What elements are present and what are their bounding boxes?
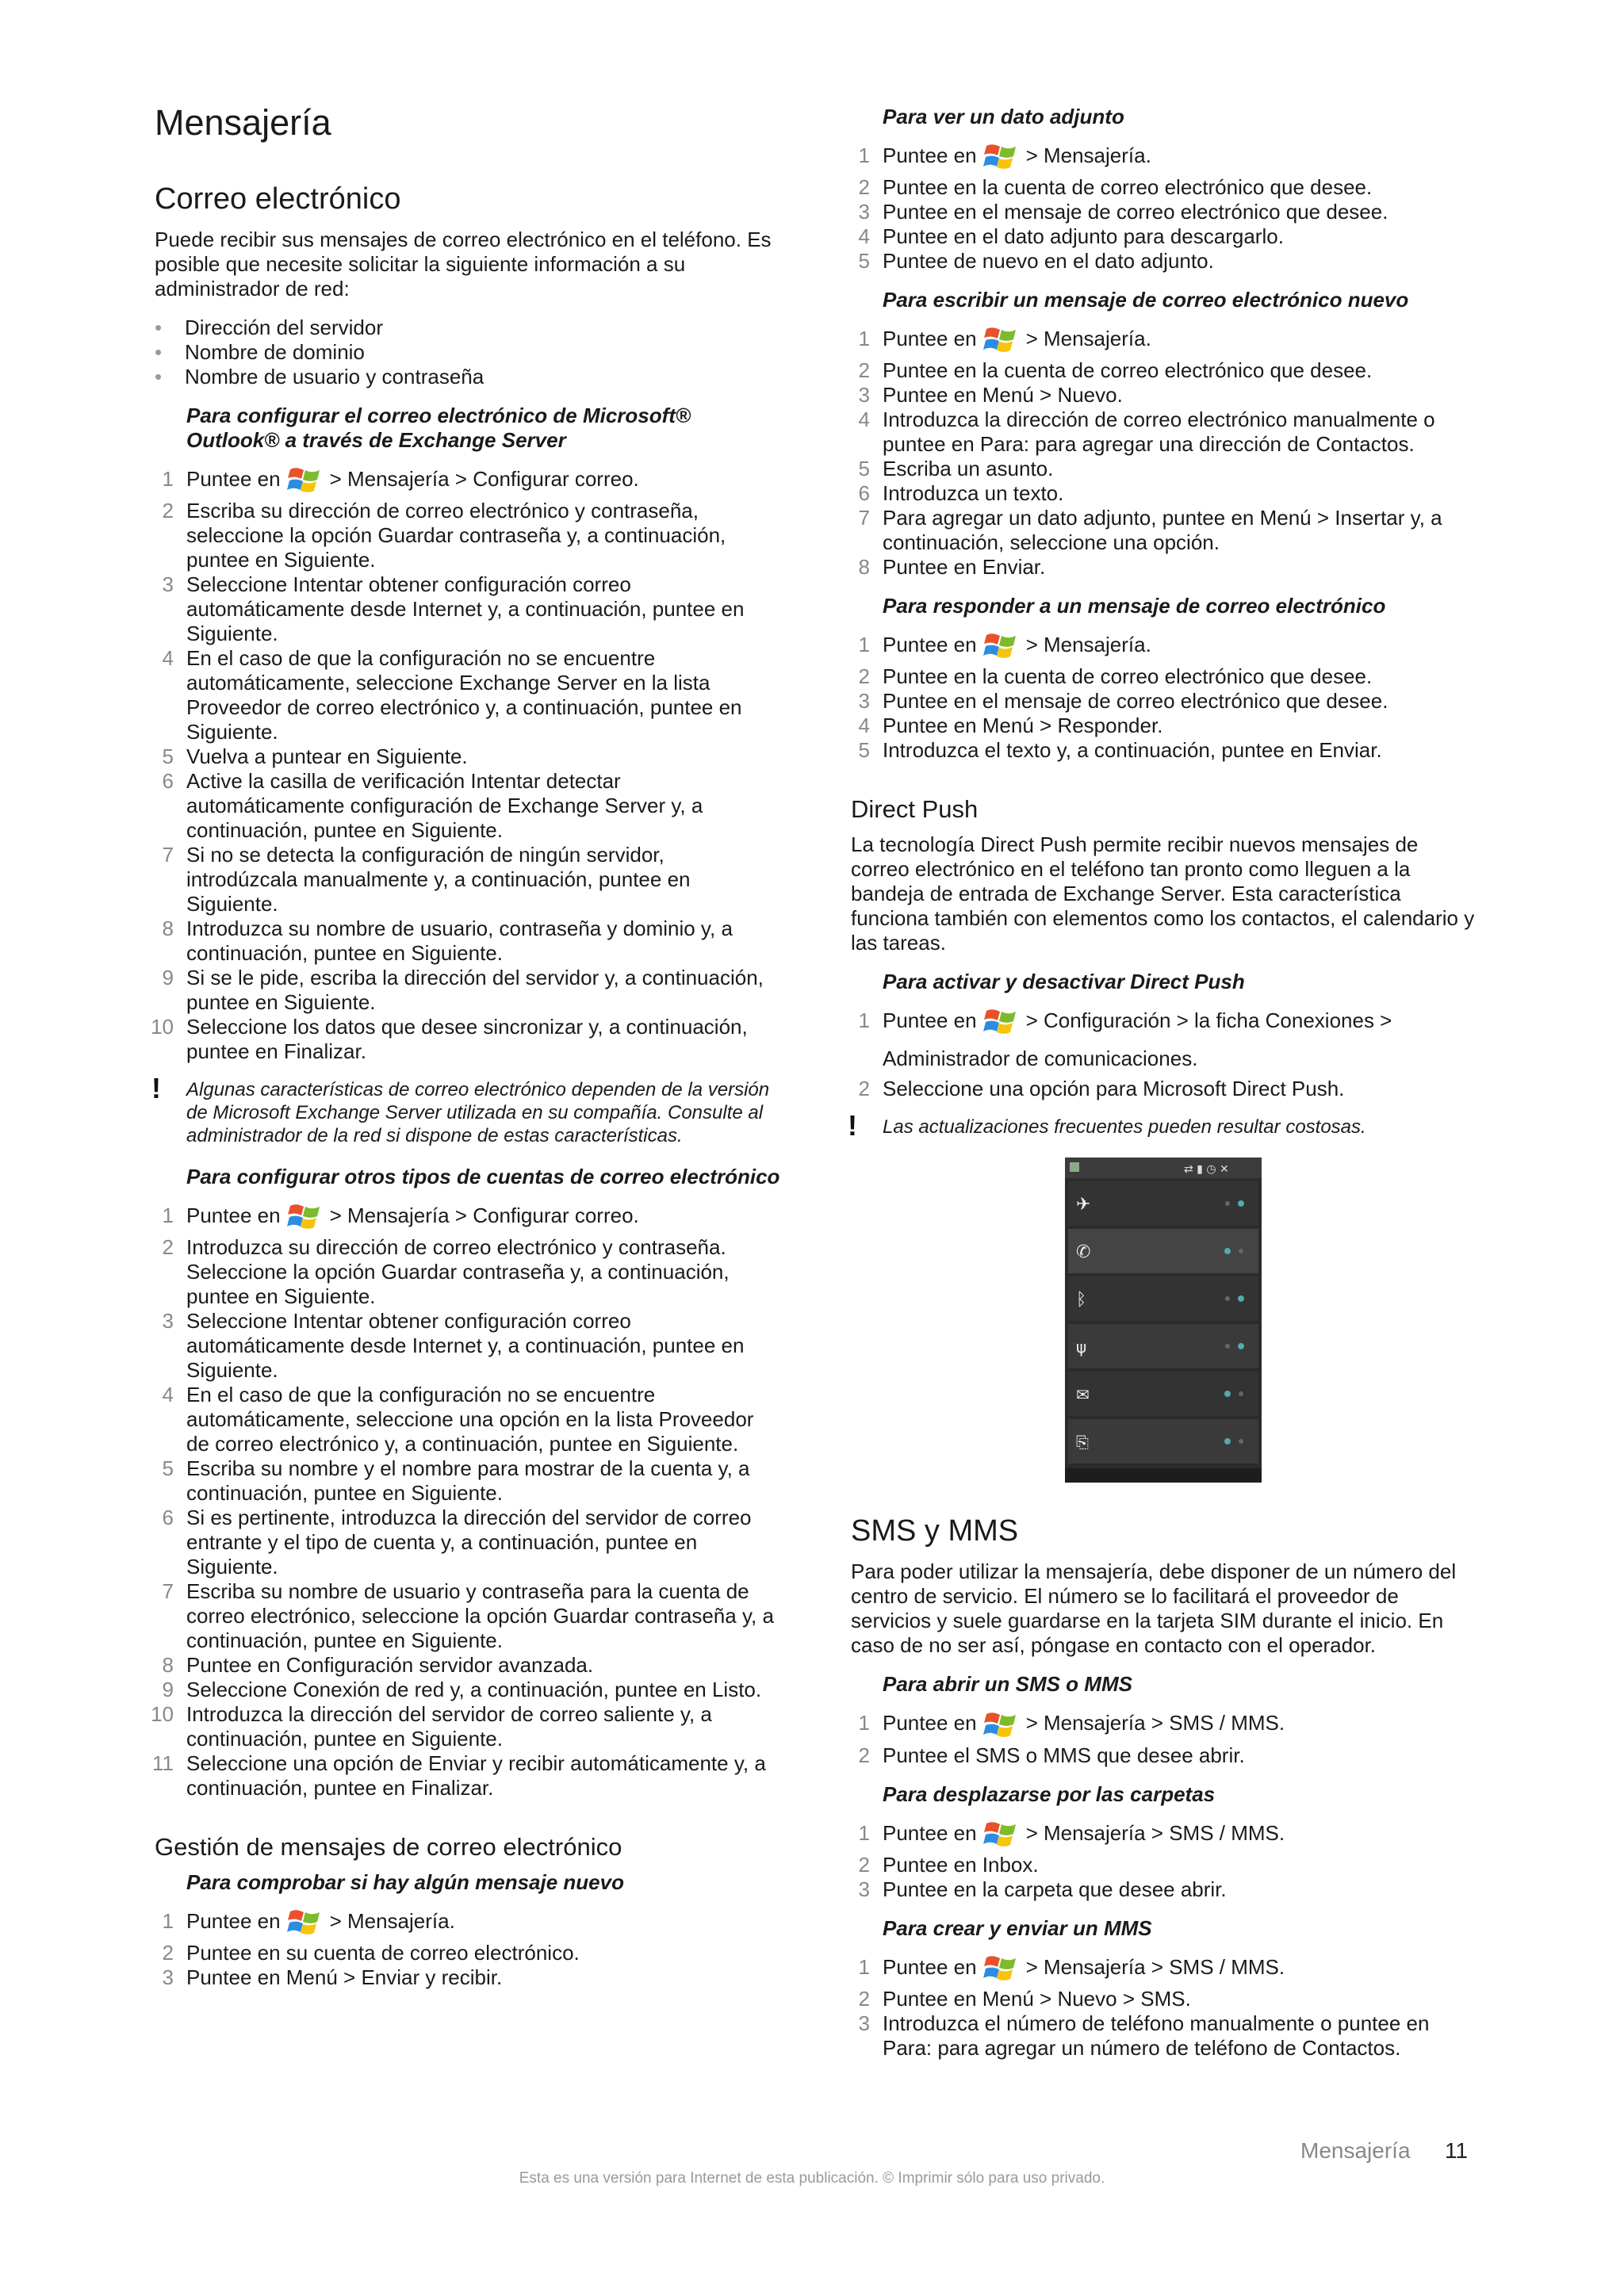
windows-start-icon (983, 139, 1020, 175)
step-item: 2 Puntee en la cuenta de correo electrónico que desee. (858, 175, 1373, 200)
step-item: 1 Puntee en > Mensajería. (851, 320, 1477, 358)
windows-start-icon (287, 1199, 324, 1235)
footer-section-name: Mensajería (1300, 2138, 1411, 2163)
warning-icon: ! (151, 1072, 161, 1105)
steps-check-new (155, 1903, 781, 1990)
step-item: 5 Vuelva a puntear en Siguiente. (162, 744, 468, 769)
step-item: 2 Introduzca su dirección de correo electrónico y contraseña. Seleccione la opción Guardar contraseña y, a continuación, puntee en Siguiente. (162, 1235, 730, 1309)
step-item: 7 Si no se detecta la configuración de ningún servidor, introdúzcala manualmente y, a continuación, puntee en Siguiente. (162, 843, 691, 916)
windows-start-icon (983, 1004, 1020, 1040)
direct-push-heading: Direct Push (851, 795, 979, 824)
page-number: 11 (1445, 2138, 1469, 2163)
step-item: 3 Puntee en el mensaje de correo electrónico que desee. (858, 200, 1388, 224)
step-item: 9 Si se le pide, escriba la dirección del servidor y, a continuación, puntee en Siguiente. (162, 966, 764, 1015)
right-column (848, 105, 1477, 2075)
windows-start-icon (983, 1950, 1020, 1987)
step-item: 2 Escriba su dirección de correo electrónico y contraseña, seleccione la opción Guardar contraseña y, a continuación, puntee en Siguiente. (162, 499, 726, 572)
warning-icon: ! (848, 1108, 857, 1142)
task-title-exchange: Para configurar el correo electrónico de Microsoft® Outlook® a través de Exchange Server (186, 404, 691, 453)
phone-row (1068, 1229, 1258, 1273)
step-item: 5 Escriba un asunto. (858, 457, 1054, 481)
step-item: 3 Puntee en Menú > Enviar y recibir. (162, 1965, 503, 1989)
task-title-direct-push: Para activar y desactivar Direct Push (883, 969, 1245, 993)
task-title-other-accounts: Para configurar otros tipos de cuentas de correo electrónico (186, 1165, 780, 1189)
steps-open-sms (851, 1705, 1477, 1767)
bluetooth-icon: ᛒ (1076, 1289, 1087, 1310)
task-title-check-new: Para comprobar si hay algún mensaje nuevo (186, 1869, 624, 1894)
windows-start-icon (287, 1904, 324, 1941)
step-item: 3 Puntee en la carpeta que desee abrir. (858, 1877, 1227, 1901)
email-intro: Puede recibir sus mensajes de correo electrónico en el teléfono. Es posible que necesite solicitar la siguiente información a su administrador de red: (155, 228, 772, 301)
wifi-row (1068, 1324, 1258, 1368)
step-item: 2 Puntee en Menú > Nuevo > SMS. (858, 1986, 1191, 2011)
step-item: 1 Puntee en > Mensajería > SMS / MMS. (851, 1949, 1477, 1987)
note-direct-push: ! Las actualizaciones frecuentes pueden resultar costosas. (848, 1108, 1366, 1142)
mail-sync-icon: ✉ (1076, 1384, 1090, 1404)
windows-start-icon (983, 322, 1020, 358)
steps-other-accounts (151, 1197, 781, 1800)
step-item: 4 En el caso de que la configuración no se encuentre automáticamente, seleccione Exchange Server en la lista Proveedor de correo electrónico y, a continuación, puntee en Siguiente. (162, 646, 742, 744)
step-item: 1 Puntee en > Mensajería. (851, 137, 1477, 175)
step-item: 3 Introduzca el número de teléfono manualmente o puntee en Para: para agregar un número de teléfono de Contactos. (858, 2011, 1430, 2060)
windows-start-icon (287, 462, 324, 499)
steps-exchange (151, 461, 781, 1064)
left-column (151, 102, 781, 2004)
steps-attachment (851, 137, 1477, 274)
svg-text:⇄ ▮ ◷ ✕: ⇄ ▮ ◷ ✕ (1184, 1162, 1229, 1176)
step-item: 2 Puntee en Inbox. (858, 1852, 1039, 1877)
step-item: 10 Seleccione los datos que desee sincronizar y, a continuación, puntee en Finalizar. (151, 1015, 748, 1064)
step-item: 2 Puntee el SMS o MMS que desee abrir. (858, 1743, 1245, 1767)
list-item: • Nombre de usuario y contraseña (155, 365, 781, 389)
step-item: 5 Puntee de nuevo en el dato adjunto. (858, 249, 1214, 274)
steps-direct-push (851, 1002, 1477, 1101)
step-item: 3 Seleccione Intentar obtener configuración correo automáticamente desde Internet y, a continuación, puntee en Siguiente. (162, 1309, 745, 1383)
email-heading: Correo electrónico (155, 182, 401, 216)
task-title-open-sms: Para abrir un SMS o MMS (883, 1672, 1132, 1697)
step-item: 8 Introduzca su nombre de usuario, contraseña y dominio y, a continuación, puntee en Siguiente. (162, 916, 733, 966)
bluetooth-row (1068, 1276, 1258, 1321)
step-item: 6 Introduzca un texto. (858, 481, 1064, 506)
step-item: 8 Puntee en Configuración servidor avanzada. (162, 1653, 594, 1678)
task-title-new-email: Para escribir un mensaje de correo electrónico nuevo (883, 288, 1409, 312)
step-item: 5 Introduzca el texto y, a continuación, puntee en Enviar. (858, 738, 1382, 763)
steps-reply (851, 626, 1477, 763)
step-item: 1 Puntee en > Mensajería > Configurar correo. (155, 461, 781, 499)
step-item: 6 Active la casilla de verificación Intentar detectar automáticamente configuración de Exchange Server y, a continuación, puntee en Siguiente. (162, 769, 703, 843)
task-title-attachment: Para ver un dato adjunto (883, 105, 1124, 128)
step-item: 4 Puntee en Menú > Responder. (858, 714, 1163, 738)
step-item: 7 Para agregar un dato adjunto, puntee en Menú > Insertar y, a continuación, seleccione una opción. (858, 506, 1442, 555)
windows-start-icon (983, 1707, 1020, 1743)
steps-folders (851, 1815, 1477, 1902)
step-item: 4 En el caso de que la configuración no se encuentre automáticamente, seleccione una opción en la lista Proveedor de correo electrónico y, a continuación, puntee en Siguiente. (162, 1383, 754, 1456)
step-item: 1 Puntee en > Mensajería. (155, 1903, 781, 1941)
task-title-folders: Para desplazarse por las carpetas (883, 1781, 1216, 1806)
step-item: 11 Seleccione una opción de Enviar y recibir automáticamente y, a continuación, puntee en Finalizar. (152, 1751, 766, 1800)
page-title: Mensajería (155, 102, 331, 143)
sms-intro: Para poder utilizar la mensajería, debe disponer de un número del centro de servicio. El número se lo facilitará el proveedor de servicios y suele guardarse en la tarjeta SIM durante el inicio. En caso de no ser así, póngase en contacto con el operador. (851, 1559, 1457, 1658)
push-row (1068, 1372, 1258, 1416)
windows-start-icon (983, 1816, 1020, 1853)
airplane-row (1068, 1181, 1258, 1226)
airplane-icon: ✈ (1076, 1194, 1091, 1215)
step-item: 1 Puntee en > Mensajería. (851, 626, 1477, 664)
steps-new-email (851, 320, 1477, 580)
email-requirements-list (155, 316, 781, 389)
step-item: 3 Puntee en Menú > Nuevo. (858, 383, 1123, 408)
step-item: 4 Puntee en el dato adjunto para descargarlo. (858, 224, 1284, 249)
step-item: 1 Puntee en > Mensajería > Configurar correo. (155, 1197, 781, 1235)
list-item: • Dirección del servidor (155, 316, 781, 340)
note-exchange: ! Algunas características de correo electrónico dependen de la versión de Microsoft Exchange Server utilizada en su compañía. Consulte al administrador de la red si dispone de estas características. (151, 1072, 770, 1147)
step-item: 10 Introduzca la dirección del servidor de correo saliente y, a continuación, puntee en Siguiente. (151, 1702, 712, 1751)
step-item: 2 Puntee en la cuenta de correo electrónico que desee. (858, 358, 1373, 383)
step-item: 8 Puntee en Enviar. (858, 555, 1046, 580)
sms-heading: SMS y MMS (851, 1513, 1019, 1548)
step-item: 4 Introduzca la dirección de correo electrónico manualmente o puntee en Para: para agregar una dirección de Contactos. (858, 408, 1435, 457)
step-item: 1 Puntee en > Configuración > la ficha Conexiones > Administrador de comunicaciones. (851, 1002, 1477, 1077)
task-title-reply: Para responder a un mensaje de correo electrónico (883, 594, 1386, 618)
list-item: • Nombre de dominio (155, 340, 781, 365)
data-connection-icon: ⎘ (1076, 1432, 1089, 1452)
steps-send-mms (851, 1949, 1477, 2061)
antenna-icon: ψ (1076, 1337, 1087, 1357)
task-title-send-mms: Para crear y enviar un MMS (883, 1915, 1152, 1940)
step-item: 2 Puntee en su cuenta de correo electrónico. (162, 1940, 580, 1965)
step-item: 5 Escriba su nombre y el nombre para mostrar de la cuenta y, a continuación, puntee en Siguiente. (162, 1456, 750, 1506)
step-item: 6 Si es pertinente, introduzca la dirección del servidor de correo entrante y el tipo de cuenta y, a continuación, puntee en Siguiente. (162, 1506, 752, 1579)
step-item: 2 Puntee en la cuenta de correo electrónico que desee. (858, 664, 1373, 689)
footer-copyright: Esta es una versión para Internet de esta publicación. © Imprimir sólo para uso privado. (519, 2170, 1105, 2187)
direct-push-intro: La tecnología Direct Push permite recibir nuevos mensajes de correo electrónico en el teléfono tan pronto como lleguen a la bandeja de entrada de Exchange Server. Esta característica funciona también con elementos como los contactos, el calendario y las tareas. (851, 832, 1475, 955)
phone-icon: ✆ (1076, 1242, 1091, 1262)
comm-manager-screenshot (1065, 1158, 1262, 1483)
step-item: 9 Seleccione Conexión de red y, a continuación, puntee en Listo. (162, 1678, 762, 1702)
step-item: 3 Seleccione Intentar obtener configuración correo automáticamente desde Internet y, a continuación, puntee en Siguiente. (162, 572, 745, 646)
step-item: 1 Puntee en > Mensajería > SMS / MMS. (851, 1705, 1477, 1743)
data-row (1068, 1419, 1258, 1464)
step-item: 1 Puntee en > Mensajería > SMS / MMS. (851, 1815, 1477, 1853)
step-item: 7 Escriba su nombre de usuario y contraseña para la cuenta de correo electrónico, seleccione la opción Guardar contraseña y, a continuación, puntee en Siguiente. (162, 1579, 774, 1653)
step-item: 3 Puntee en el mensaje de correo electrónico que desee. (858, 689, 1388, 714)
windows-start-icon (983, 628, 1020, 664)
step-item: 2 Seleccione una opción para Microsoft Direct Push. (858, 1076, 1345, 1100)
gestion-heading: Gestión de mensajes de correo electrónico (155, 1833, 622, 1862)
